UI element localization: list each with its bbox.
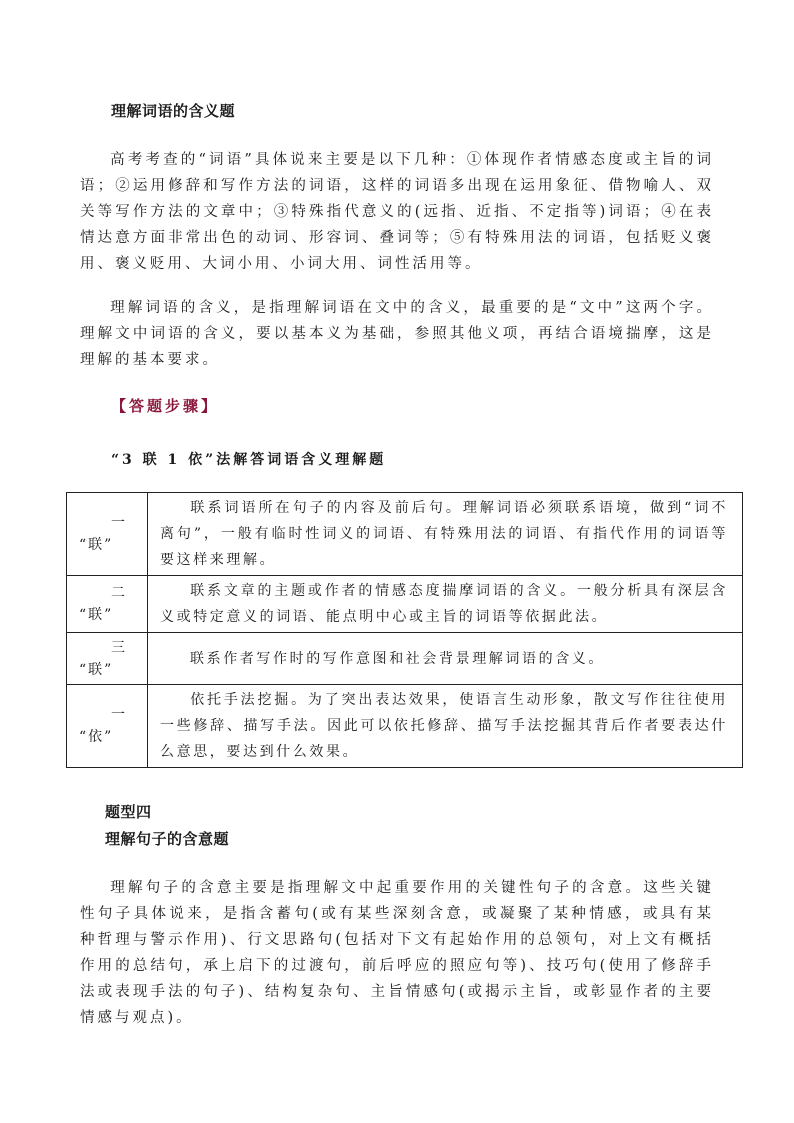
paragraph-text: 高考考查的“词语”具体说来主要是以下几种：①体现作者情感态度或主旨的词语；②运用修辞和写作方法的词语，这样的词语多出现在运用象征、借物喻人、双关等写作方法的文章中；③特殊指代意义的(远指、近指、不定指等)词语；④在表情达意方面非常出色的动词、形容词、叠词等；⑤有特殊用法的词语，包括贬义褒用、褒义贬用、大词小用、小词大用、词性活用等。 bbox=[80, 152, 714, 272]
row-text: 联系文章的主题或作者的情感态度揣摩词语的含义。一般分析具有深层含义或特定意义的词语、能点明中心或主旨的词语等依据此法。 bbox=[160, 583, 728, 625]
paragraph-text: 理解句子的含意主要是指理解文中起重要作用的关键性句子的含意。这些关键性句子具体说来，是指含蓄句(或有某些深刻含意，或凝聚了某种情感，或具有某种哲理与警示作用)、行文思路句(包括对下文有起始作用的总领句，对上文有概括作用的总结句，承上启下的过渡句，前后呼应的照应句等)、技巧句(使用了修辞手法或表现手法的句子)、结构复杂句、主旨情感句(或揭示主旨，或彰显作者的主要情感与观点)。 bbox=[80, 880, 714, 1026]
section-title: 理解句子的含意题 bbox=[105, 830, 230, 848]
row-key bbox=[67, 576, 148, 633]
paragraph-text: 理解词语的含义，是指理解词语在文中的含义，最重要的是“文中”这两个字。理解文中词语的含义，要以基本义为基础，参照其他义项，再结合语境揣摩，这是理解的基本要求。 bbox=[80, 300, 714, 368]
table-row bbox=[67, 493, 743, 576]
row-keyword: “依” bbox=[79, 729, 114, 745]
paragraph-word-meaning bbox=[80, 295, 714, 373]
row-number: 一 bbox=[111, 707, 125, 723]
row-text: 依托手法挖掘。为了突出表达效果，使语言生动形象，散文写作往往使用一些修辞、描写手法。因此可以依托修辞、描写手法挖掘其背后作者要表达什么意思，要达到什么效果。 bbox=[160, 692, 728, 760]
row-description bbox=[148, 493, 743, 576]
row-description bbox=[148, 633, 743, 685]
row-number: 三 bbox=[111, 639, 125, 656]
row-description bbox=[148, 685, 743, 768]
row-key bbox=[67, 493, 148, 576]
method-table bbox=[66, 492, 743, 768]
row-description bbox=[148, 576, 743, 633]
row-text: 联系作者写作时的写作意图和社会背景理解词语的含义。 bbox=[190, 650, 605, 667]
paragraph-sentence-meaning bbox=[80, 875, 714, 1031]
row-number: 一 bbox=[111, 515, 125, 531]
table-row bbox=[67, 576, 743, 633]
method-title: “3 联 1 依”法解答词语含义理解题 bbox=[111, 452, 387, 468]
question-type-label: 题型四 bbox=[105, 803, 152, 821]
table-row bbox=[67, 633, 743, 685]
section-title: 理解词语的含义题 bbox=[111, 102, 236, 120]
row-key bbox=[67, 633, 148, 685]
row-keyword: “联” bbox=[79, 661, 114, 678]
row-text: 联系词语所在句子的内容及前后句。理解词语必须联系语境，做到“词不离句”，一般有临时性词义的词语、有特殊用法的词语、有指代作用的词语等要这样来理解。 bbox=[160, 500, 728, 568]
row-number: 二 bbox=[111, 585, 125, 601]
paragraph-word-types bbox=[80, 147, 714, 277]
row-key bbox=[67, 685, 148, 768]
row-keyword: “联” bbox=[79, 607, 114, 623]
table-row bbox=[67, 685, 743, 768]
steps-label: 【答题步骤】 bbox=[111, 397, 220, 415]
row-keyword: “联” bbox=[79, 537, 114, 553]
